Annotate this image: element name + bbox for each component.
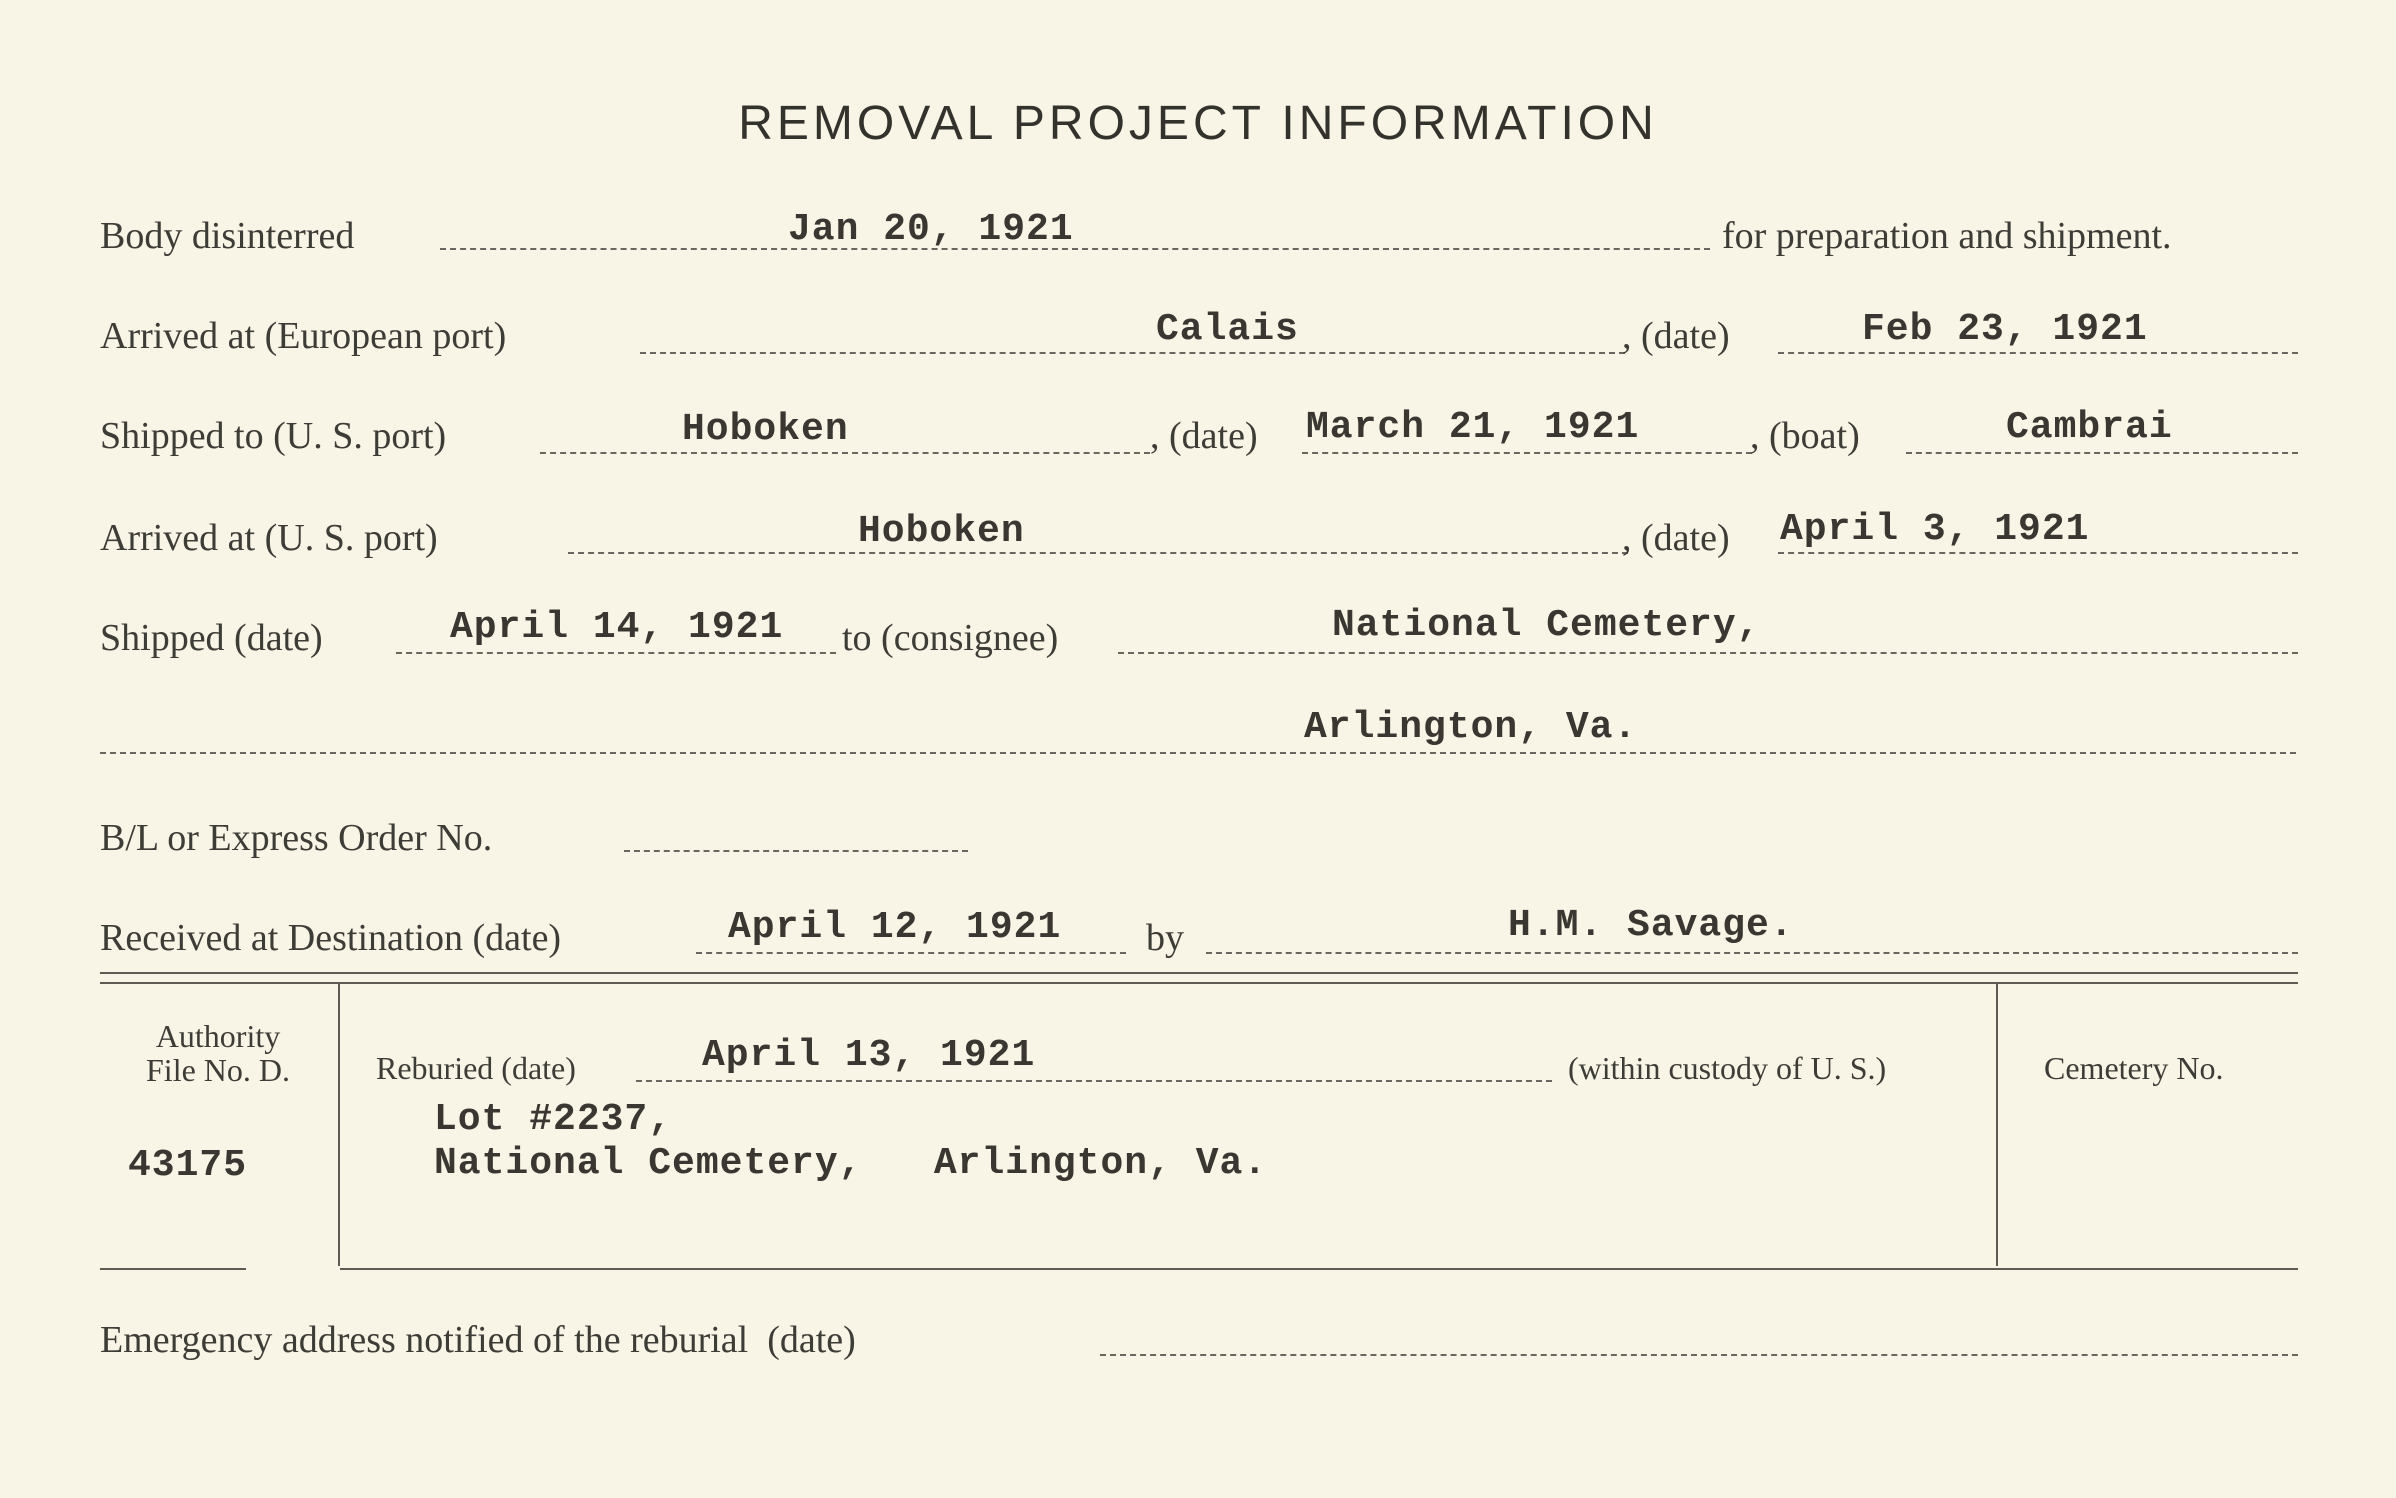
- received-by-value: H.M. Savage.: [1508, 904, 1794, 947]
- us-port-label: Arrived at (U. S. port): [100, 517, 438, 559]
- shipped-to-date: March 21, 1921: [1306, 406, 1640, 449]
- box-top-rule: [100, 972, 2298, 974]
- us-port-date-label: , (date): [1622, 517, 1730, 559]
- us-port-date-value: April 3, 1921: [1780, 508, 2090, 551]
- box-bottom-rule-left: [100, 1268, 246, 1270]
- received-label: Received at Destination (date): [100, 917, 562, 959]
- received-by-label: by: [1146, 917, 1184, 959]
- boat-line: [1906, 452, 2298, 454]
- us-port-line: [568, 552, 1628, 554]
- consignee-line: [1118, 652, 2298, 654]
- shipped-to-date-label: , (date): [1150, 415, 1258, 457]
- emergency-address-label: Emergency address notified of the reburial (date): [100, 1319, 856, 1361]
- boat-label: , (boat): [1750, 415, 1860, 457]
- shipped-date-line: [396, 652, 836, 654]
- box-divider-left: [338, 984, 340, 1266]
- bl-order-line: [624, 850, 968, 852]
- consignee-line-2: [100, 752, 2296, 754]
- shipped-to-line: [540, 452, 1150, 454]
- authority-label-1: Authority: [155, 1018, 281, 1054]
- european-port-line: [640, 352, 1625, 354]
- box-top-rule-2: [100, 982, 2298, 984]
- shipped-date-value: April 14, 1921: [450, 606, 784, 649]
- cemetery-no-label: Cemetery No.: [2044, 1050, 2224, 1086]
- bl-order-label: B/L or Express Order No.: [100, 817, 493, 859]
- authority-label-2: File No. D.: [146, 1052, 290, 1088]
- shipped-to-date-line: [1302, 452, 1752, 454]
- european-port-date-label: , (date): [1622, 315, 1730, 357]
- european-port-date-value: Feb 23, 1921: [1862, 308, 2148, 351]
- body-disinterred-value: Jan 20, 1921: [788, 208, 1074, 251]
- location-line-1: Lot #2237,: [434, 1098, 673, 1141]
- body-disinterred-label: Body disinterred: [100, 215, 355, 257]
- reburied-date: April 13, 1921: [702, 1034, 1036, 1077]
- shipped-to-label: Shipped to (U. S. port): [100, 415, 447, 457]
- european-port-date-line: [1778, 352, 2298, 354]
- emergency-address-line: [1100, 1354, 2298, 1356]
- consignee-value-line1: National Cemetery,: [1332, 604, 1761, 647]
- us-port-value: Hoboken: [858, 510, 1025, 553]
- card-title: REMOVAL PROJECT INFORMATION: [738, 97, 1658, 150]
- authority-file-no: 43175: [128, 1144, 248, 1187]
- box-bottom-rule: [340, 1268, 2298, 1270]
- received-date-line: [696, 952, 1126, 954]
- received-by-line: [1206, 952, 2298, 954]
- reburied-line: [636, 1080, 1552, 1082]
- body-disinterred-line: [440, 248, 1710, 250]
- body-disinterred-suffix: for preparation and shipment.: [1722, 215, 2172, 257]
- european-port-value: Calais: [1156, 308, 1299, 351]
- consignee-label: to (consignee): [842, 617, 1059, 659]
- boat-value: Cambrai: [2006, 406, 2173, 449]
- us-port-date-line: [1778, 552, 2298, 554]
- location-line-2: National Cemetery, Arlington, Va.: [434, 1142, 1268, 1185]
- shipped-to-port: Hoboken: [682, 408, 849, 451]
- box-divider-right: [1996, 984, 1998, 1266]
- received-date-value: April 12, 1921: [728, 906, 1062, 949]
- consignee-value-line2: Arlington, Va.: [1304, 706, 1638, 749]
- european-port-label: Arrived at (European port): [100, 315, 507, 357]
- custody-label: (within custody of U. S.): [1568, 1050, 1887, 1086]
- shipped-date-label: Shipped (date): [100, 617, 323, 659]
- reburied-label: Reburied (date): [376, 1050, 576, 1086]
